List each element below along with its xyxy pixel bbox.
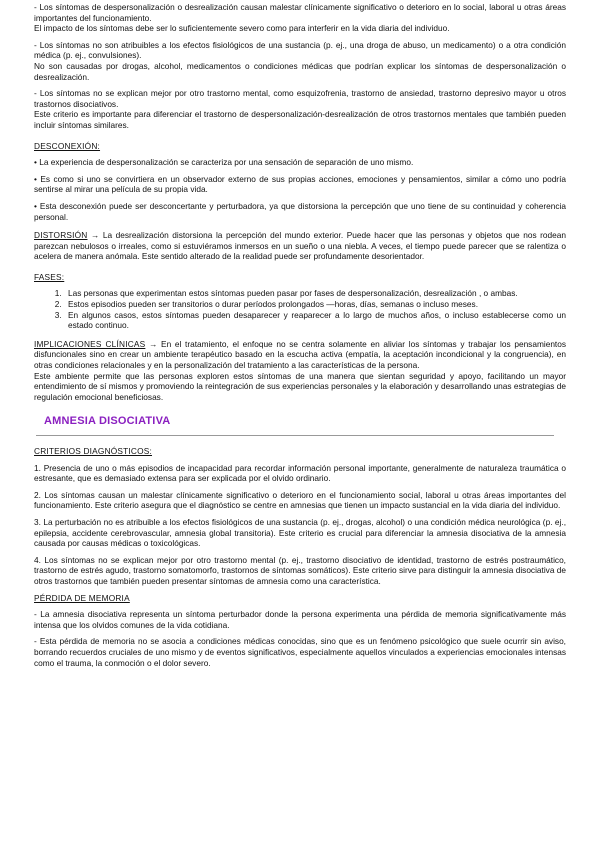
distorsion-paragraph xyxy=(34,230,566,262)
bullet-item: - La amnesia disociativa representa un síntoma perturbador donde la persona experimenta una pérdida de memoria significativamente más intensa que los olvidos comunes de la vida cotidiana. xyxy=(34,609,566,630)
section-heading-criterios: CRITERIOS DIAGNÓSTICOS: xyxy=(34,446,153,456)
bullet-item: • Es como si uno se convirtiera en un observador externo de sus propias acciones, emociones y pensamientos, similar a cómo uno podría sentirse al mirar una película de su propia vida. xyxy=(34,173,566,195)
divider xyxy=(36,435,554,436)
paragraph: - Los síntomas de despersonalización o desrealización causan malestar clínicamente significativo o deterioro en lo social, laboral u otras áreas importantes del funcionamiento. xyxy=(34,2,566,23)
section-heading-distorsion: DISTORSIÓN xyxy=(34,230,88,241)
implicaciones-paragraph xyxy=(34,339,566,371)
paragraph: El impacto de los síntomas debe ser lo suficientemente severo como para interferir en la vida diaria del individuo. xyxy=(34,23,450,34)
bullet-item: - Esta pérdida de memoria no se asocia a condiciones médicas conocidas, sino que es un fenómeno psicológico que suele ocurrir sin aviso, borrando recuerdos cruciales de uno mismo y de eventos significativos, especialmente aquellos vinculados a experiencias emocionales intensas como el trauma, la conmoción o el dolor severo. xyxy=(34,636,566,668)
depers-criterion-2 xyxy=(34,2,566,34)
depers-criterion-3 xyxy=(34,40,566,82)
implicaciones-text: → En el tratamiento, el enfoque no se centra solamente en aliviar los síntomas y trabajar los pensamientos disfuncionales sino en crear un ambiente terapéutico basado en la escucha activa (empatía, la aceptación incondicional y la congruencia), en otras condiciones relacionales y en la personalización del tratamiento a las características de la persona. xyxy=(34,338,566,371)
paragraph: - Los síntomas no son atribuibles a los efectos fisiológicos de una sustancia (p. ej., una droga de abuso, un medicamento) o a otra condición médica (p. ej., convulsiones). xyxy=(34,39,566,61)
paragraph: Este criterio es importante para diferenciar el trastorno de despersonalización-desrealización de otros trastornos mentales que también pueden incluir síntomas similares. xyxy=(34,109,566,130)
section-title-amnesia: AMNESIA DISOCIATIVA xyxy=(44,415,171,428)
list-item: 2. Estos episodios pueden ser transitorios o durar períodos prolongados —horas, días, semanas o incluso meses. xyxy=(64,299,566,310)
criterion-item: 4. Los síntomas no se explican mejor por otro trastorno mental (p. ej., trastorno disociativo de identidad, trastorno de estrés postraumático, trastorno de estrés agudo, trastorno somatomorfo, trastornos de síntomas somáticos). Este criterio sirve para distinguir la amnesia disociativa de otros trastornos que también pueden presentar síntomas de amnesia como una característica. xyxy=(34,554,566,586)
section-heading-fases: FASES: xyxy=(34,271,65,282)
depers-criterion-4 xyxy=(34,88,566,130)
bullet-item: • Esta desconexión puede ser desconcertante y perturbadora, ya que distorsiona la percepción que uno tiene de su continuidad y coherencia personal. xyxy=(34,200,566,222)
distorsion-text: → La desrealización distorsiona la percepción del mundo exterior. Puede hacer que las personas y objetos que nos rodean parezcan nebulosos o irreales, como si estuviéramos inmersos en un sueño o una niebla. A veces, el tiempo puede parecer que se ralentiza o acelera de manera anómala. Este sentido alterado de la realidad puede ser profundamente desorientador. xyxy=(34,230,566,262)
section-heading-implicaciones: IMPLICACIONES CLÍNICAS xyxy=(34,338,146,349)
paragraph: Este ambiente permite que las personas exploren estos síntomas de una manera que sientan seguridad y apoyo, facilitando un mayor entendimiento de sí mismos y promoviendo la reintegración de sus experiencias personales y la elaboración y desarrollando unas estrategias de regulación emocional beneficiosas. xyxy=(34,370,566,402)
criterion-item: 2. Los síntomas causan un malestar clínicamente significativo o deterioro en el funcionamiento social, laboral u otras áreas importantes del funcionamiento. Este criterio asegura que el diagnóstico se centre en amnesias que tienen un impacto sustancial en la vida diaria del individuo. xyxy=(34,489,566,511)
paragraph: - Los síntomas no se explican mejor por otro trastorno mental, como esquizofrenia, trastorno de ansiedad, trastorno depresivo mayor u otros trastornos disociativos. xyxy=(34,88,566,109)
bullet-item: • La experiencia de despersonalización se caracteriza por una sensación de separación de uno mismo. xyxy=(34,157,414,168)
paragraph: No son causadas por drogas, alcohol, medicamentos o condiciones médicas que podrían explicar los síntomas de despersonalización o desrealización. xyxy=(34,60,566,82)
section-heading-desconexion: DESCONEXIÓN: xyxy=(34,140,101,151)
list-item: 3. En algunos casos, estos síntomas pueden desaparecer y reaparecer a lo largo de muchos años, o incluso establecerse como un estado continuo. xyxy=(64,310,566,331)
fases-list xyxy=(34,288,566,330)
criterion-item: 3. La perturbación no es atribuible a los efectos fisiológicos de una sustancia (p. ej., drogas, alcohol) o una condición médica neurológica (p. ej., epilepsia, accidente cerebrovascular, amnesia global transitoria). Este criterio es crucial para diferenciar la amnesia disociativa de la amnesia causada por causas médicas o toxicológicas. xyxy=(34,516,566,549)
list-item: 1. Las personas que experimentan estos síntomas pueden pasar por fases de despersonalización, desrealización , o ambas. xyxy=(64,288,566,299)
section-heading-perdida: PÉRDIDA DE MEMORIA xyxy=(34,592,130,603)
criterion-item: 1. Presencia de uno o más episodios de incapacidad para recordar información personal importante, generalmente de naturaleza traumática o estresante, que es demasiado extensa para ser explicada por el olvido ordinario. xyxy=(34,462,566,484)
